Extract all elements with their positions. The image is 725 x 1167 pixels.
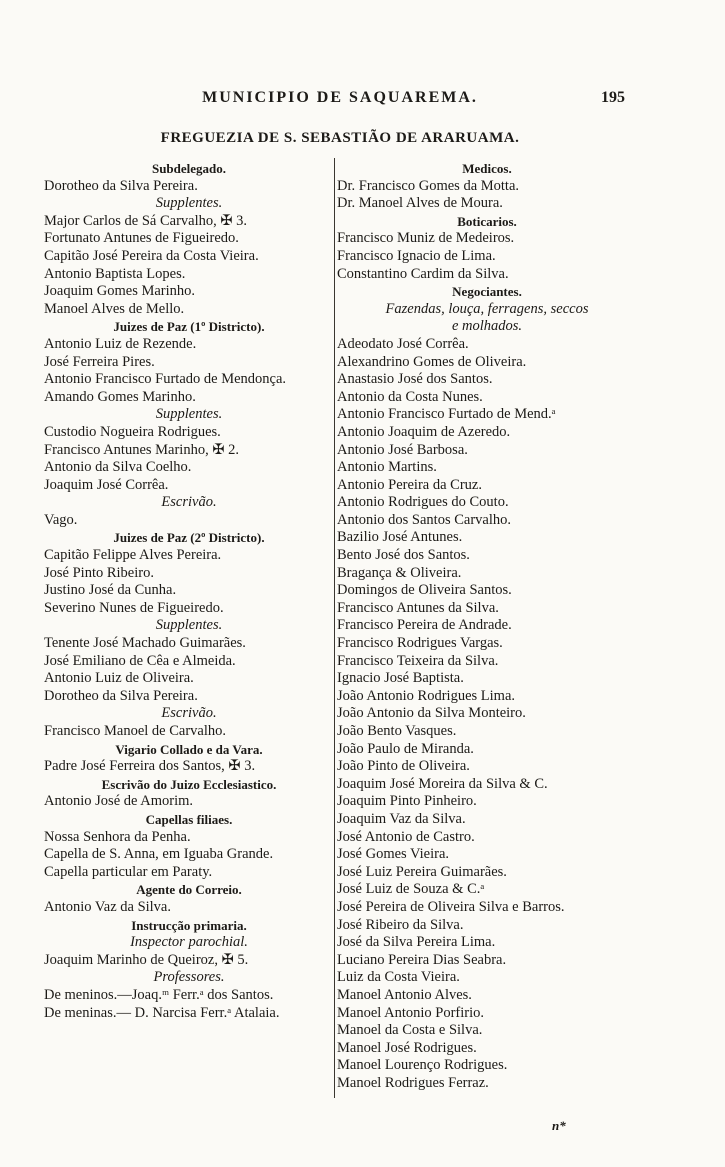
subheading: Supplentes. — [155, 617, 223, 634]
column-divider — [334, 158, 335, 1098]
list-item: De meninos.—Joaq.ᵐ Ferr.ᵃ dos Santos. — [44, 986, 274, 1003]
list-item: Manoel Alves de Mello. — [44, 300, 185, 317]
list-item: Domingos de Oliveira Santos. — [337, 582, 512, 599]
list-item: Manoel Antonio Porfirio. — [337, 1004, 485, 1021]
list-item: Tenente José Machado Guimarães. — [44, 635, 246, 652]
list-item: Bento José dos Santos. — [337, 547, 470, 564]
list-item: Francisco Ignacio de Lima. — [337, 247, 496, 264]
list-item: Dorotheo da Silva Pereira. — [44, 687, 198, 704]
list-item: José Luiz de Souza & C.ᵃ — [337, 881, 485, 898]
list-item: Antonio Pereira da Cruz. — [337, 476, 482, 493]
list-item: Manoel da Costa e Silva. — [337, 1022, 483, 1039]
subheading: Supplentes. — [155, 406, 223, 423]
list-item: Francisco Manoel de Carvalho. — [44, 723, 227, 739]
list-item: Luiz da Costa Vieira. — [337, 969, 460, 986]
list-item: Amando Gomes Marinho. — [44, 388, 196, 405]
list-item: Antonio Joaquim de Azeredo. — [337, 423, 511, 440]
list-item: Dr. Manoel Alves de Moura. — [337, 195, 503, 212]
list-item: Constantino Cardim da Silva. — [337, 265, 509, 282]
list-item: João Antonio Rodrigues Lima. — [337, 687, 516, 704]
list-item: Padre José Ferreira dos Santos, ✠ 3. — [44, 758, 256, 775]
list-item: De meninas.— D. Narcisa Ferr.ᵃ Atalaia. — [44, 1004, 280, 1021]
list-item: Antonio dos Santos Carvalho. — [337, 511, 511, 528]
section-title: FREGUEZIA DE S. SEBASTIÃO DE ARARUAMA. — [160, 130, 520, 146]
list-item: José Ribeiro da Silva. — [337, 916, 464, 933]
list-item: Bazilio José Antunes. — [337, 529, 463, 546]
list-item: Joaquim Marinho de Queiroz, ✠ 5. — [44, 951, 249, 968]
list-item: Custodio Nogueira Rodrigues. — [44, 423, 221, 440]
list-item: João Bento Vasques. — [337, 723, 457, 739]
subheading: Escrivão. — [161, 705, 217, 722]
subheading: Escrivão. — [161, 494, 217, 511]
section-heading: Escrivão do Juizo Ecclesiastico. — [101, 776, 277, 792]
subheading: Fazendas, louça, ferragens, seccos — [385, 300, 589, 317]
section-heading: Subdelegado. — [151, 161, 227, 176]
list-item: Capella particular em Paraty. — [44, 863, 213, 880]
list-item: Francisco Antunes da Silva. — [337, 599, 499, 616]
list-item: Manoel Lourenço Rodrigues. — [337, 1057, 508, 1074]
list-item: Joaquim Pinto Pinheiro. — [337, 793, 477, 810]
list-item: Antonio Luiz de Oliveira. — [44, 670, 194, 687]
list-item: José Gomes Vieira. — [337, 846, 450, 863]
list-item: Francisco Antunes Marinho, ✠ 2. — [44, 441, 239, 458]
section-heading: Instrucção primaria. — [131, 917, 247, 933]
list-item: Manoel Antonio Alves. — [337, 986, 472, 1003]
section-heading: Medicos. — [462, 161, 512, 176]
list-item: Francisco Pereira de Andrade. — [337, 617, 512, 634]
list-item: Adeodato José Corrêa. — [337, 335, 469, 352]
list-item: Major Carlos de Sá Carvalho, ✠ 3. — [44, 212, 248, 229]
list-item: Antonio Baptista Lopes. — [44, 265, 186, 282]
list-item: Antonio Francisco Furtado de Mendonça. — [44, 371, 287, 388]
list-item: Francisco Teixeira da Silva. — [337, 652, 499, 669]
list-item: Vago. — [44, 511, 78, 528]
subheading: Professores. — [153, 969, 225, 986]
list-item: Antonio Francisco Furtado de Mend.ᵃ — [337, 406, 556, 423]
list-item: Capitão Felippe Alves Pereira. — [44, 547, 222, 564]
list-item: Antonio José de Amorim. — [44, 793, 194, 810]
list-item: Antonio Rodrigues do Couto. — [337, 494, 509, 511]
list-item: José Antonio de Castro. — [337, 828, 475, 845]
list-item: Joaquim José Corrêa. — [44, 476, 169, 493]
list-item: Joaquim José Moreira da Silva & C. — [337, 775, 548, 792]
list-item: Dorotheo da Silva Pereira. — [44, 177, 198, 194]
list-item: Ignacio José Baptista. — [337, 670, 464, 687]
list-item: Dr. Francisco Gomes da Motta. — [337, 177, 520, 194]
list-item: José Luiz Pereira Guimarães. — [337, 863, 507, 880]
list-item: José Pinto Ribeiro. — [44, 564, 154, 581]
list-item: Manoel Rodrigues Ferraz. — [337, 1074, 489, 1091]
list-item: Severino Nunes de Figueiredo. — [44, 599, 224, 616]
list-item: Alexandrino Gomes de Oliveira. — [337, 353, 527, 370]
list-item: Antonio Luiz de Rezende. — [44, 335, 197, 352]
list-item: José Ferreira Pires. — [44, 353, 155, 370]
running-head: MUNICIPIO DE SAQUAREMA. — [202, 89, 478, 106]
list-item: Antonio da Silva Coelho. — [44, 459, 192, 476]
section-heading: Negociantes. — [452, 284, 522, 300]
list-item: Bragança & Oliveira. — [337, 564, 462, 581]
list-item: Justino José da Cunha. — [44, 582, 177, 599]
page-number: 195 — [601, 89, 625, 106]
section-heading: Juizes de Paz (2º Districto). — [113, 530, 265, 546]
subheading: e molhados. — [451, 318, 523, 335]
list-item: Antonio da Costa Nunes. — [337, 388, 483, 405]
list-item: Antonio Vaz da Silva. — [44, 898, 171, 915]
right-column — [337, 160, 637, 1092]
list-item: João Antonio da Silva Monteiro. — [337, 705, 526, 722]
list-item: Joaquim Vaz da Silva. — [337, 810, 466, 827]
list-item: Francisco Muniz de Medeiros. — [337, 230, 515, 247]
list-item: Francisco Rodrigues Vargas. — [337, 635, 503, 652]
section-heading: Capellas filiaes. — [145, 811, 233, 827]
list-item: Fortunato Antunes de Figueiredo. — [44, 230, 239, 247]
section-heading: Vigario Collado e da Vara. — [115, 741, 263, 757]
list-item: Anastasio José dos Santos. — [337, 371, 493, 388]
list-item: João Pinto de Oliveira. — [337, 758, 470, 775]
left-column — [44, 160, 334, 1022]
section-heading: Agente do Correio. — [136, 882, 242, 898]
signature-mark: n* — [552, 1118, 566, 1133]
list-item: Manoel José Rodrigues. — [337, 1039, 477, 1056]
list-item: Luciano Pereira Dias Seabra. — [337, 951, 507, 968]
list-item: Capitão José Pereira da Costa Vieira. — [44, 247, 259, 264]
list-item: José Emiliano de Cêa e Almeida. — [44, 652, 236, 669]
list-item: Antonio José Barbosa. — [337, 441, 468, 458]
list-item: João Paulo de Miranda. — [337, 740, 474, 757]
subheading: Supplentes. — [155, 195, 223, 212]
list-item: Capella de S. Anna, em Iguaba Grande. — [44, 846, 274, 863]
list-item: José da Silva Pereira Lima. — [337, 934, 496, 951]
list-item: José Pereira de Oliveira Silva e Barros. — [337, 898, 565, 915]
list-item: Joaquim Gomes Marinho. — [44, 283, 196, 300]
list-item: Nossa Senhora da Penha. — [44, 828, 191, 845]
section-heading: Boticarios. — [457, 213, 517, 229]
list-item: Antonio Martins. — [337, 459, 437, 476]
subheading: Inspector parochial. — [130, 934, 248, 951]
section-heading: Juizes de Paz (1º Districto). — [113, 319, 265, 335]
